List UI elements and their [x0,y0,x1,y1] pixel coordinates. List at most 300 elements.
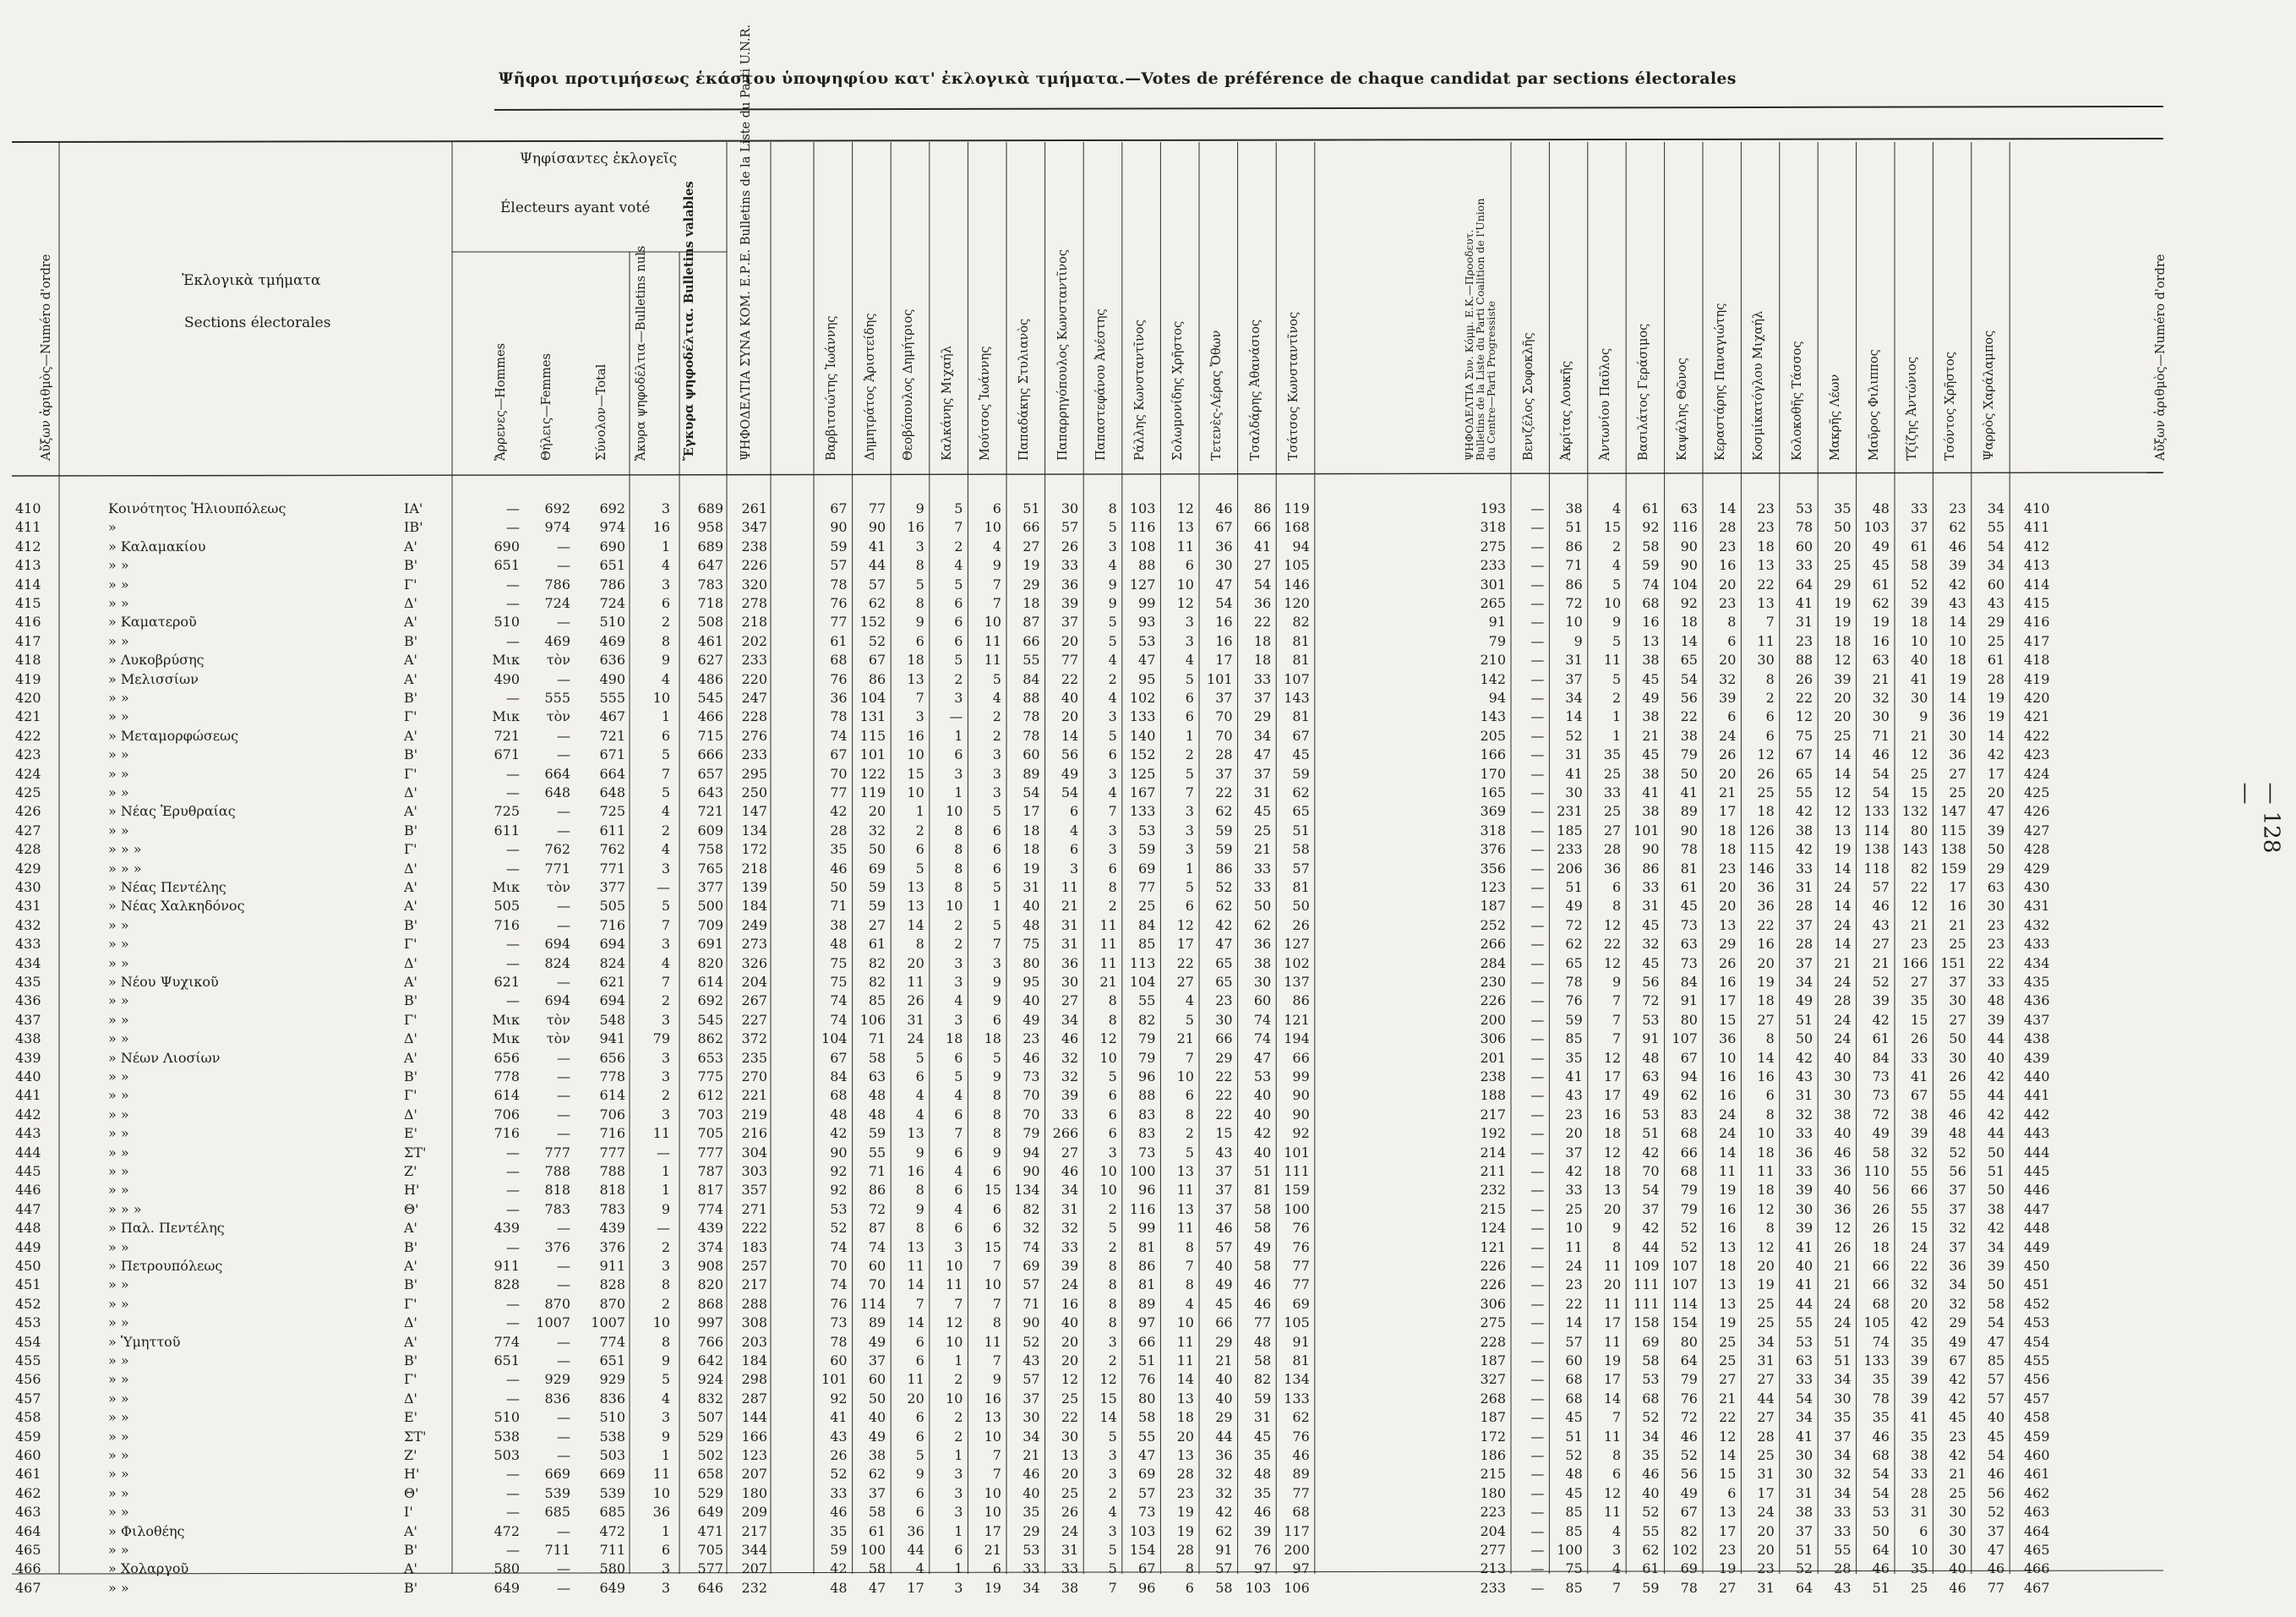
candidate-centre-votes: 63 [1795,1352,1813,1368]
ballots-null: 10 [652,1314,670,1331]
candidate-unr-votes: 1 [915,803,924,820]
candidate-unr-votes: 67 [1215,519,1233,536]
section-code: Α' [404,1333,417,1350]
candidate-centre-votes: 133 [1863,1352,1890,1368]
section-code: Γ' [404,1011,417,1028]
candidate-centre-votes: 12 [1757,1200,1775,1217]
candidate-centre-votes: 11 [1603,1333,1622,1350]
voters-women: 648 [544,784,570,800]
candidate-unr-votes: 25 [1138,898,1156,915]
voters-total: 692 [599,500,625,516]
candidate-centre-votes: 40 [1987,1409,2005,1426]
candidate-centre-votes: 43 [1834,1579,1852,1596]
candidate-unr-votes: 5 [954,652,963,669]
candidate-unr-votes: 13 [1176,1163,1194,1179]
candidate-centre-votes: 6 [1727,708,1737,725]
candidate-centre-votes: 21 [1834,1258,1852,1274]
candidate-centre-votes: 80 [1680,1011,1698,1028]
row-number-right: 449 [2024,1238,2050,1255]
candidate-centre-votes: 25 [1949,936,1966,953]
candidate-centre-votes: 35 [1834,1409,1852,1426]
candidate-unr-votes: 68 [830,652,848,669]
candidate-centre-votes: 24 [1834,1011,1852,1028]
candidate-unr-votes: 10 [1176,1068,1194,1084]
voters-men: 774 [494,1333,520,1350]
candidate-centre-votes: 62 [1872,595,1890,611]
candidate-centre-votes: 8 [1765,1030,1775,1047]
candidate-centre-votes: 84 [1680,974,1698,990]
candidate-centre-votes: 13 [1719,1295,1737,1312]
candidate-centre-header: Ἀκρίτας Λουκῆς [1560,360,1574,461]
candidate-unr-votes: 57 [830,557,848,574]
candidate-centre-votes: 17 [1719,992,1737,1009]
candidate-unr-header: Τσάτσος Κωνσταντῖνος [1287,311,1301,461]
ballots-valid: 703 [697,1106,723,1123]
candidate-centre-header: Βασιλάτος Γεράσιμος [1637,323,1651,461]
candidate-centre-votes: 66 [1872,1258,1890,1274]
ballots-null: 1 [661,538,670,554]
candidate-centre-votes: 20 [1757,1522,1775,1539]
ballots-valid: 868 [697,1295,723,1312]
ballots-null: 2 [661,822,670,839]
candidate-centre-votes: 20 [1719,652,1737,669]
candidate-centre-votes: 147 [1940,803,1966,820]
candidate-unr-votes: 1 [992,898,1001,915]
candidate-unr-votes: 34 [1023,1428,1040,1445]
row-number: 451 [15,1276,41,1293]
candidate-centre-votes: 19 [1834,595,1852,611]
candidate-centre-votes: 32 [1795,1106,1813,1123]
candidate-centre-votes: 24 [1565,1258,1583,1274]
candidate-unr-votes: 47 [1138,1447,1156,1463]
candidate-centre-votes: — [1530,1144,1545,1161]
candidate-centre-votes: 59 [1642,1579,1660,1596]
candidate-unr-votes: 89 [1292,1466,1310,1483]
candidate-centre-votes: 30 [1949,1522,1966,1539]
candidate-unr-votes: 73 [830,1314,848,1331]
candidate-centre-votes: 18 [1757,538,1775,554]
candidate-unr-votes: 52 [830,1466,848,1483]
row-number-right: 440 [2024,1068,2050,1084]
candidate-unr-votes: 1 [954,727,963,744]
candidate-unr-votes: 56 [1061,746,1079,763]
section-name: » » [108,1371,129,1388]
candidate-unr-votes: 48 [1253,1466,1272,1483]
candidate-unr-votes: 115 [859,727,886,744]
candidate-unr-votes: 57 [1023,1276,1040,1293]
candidate-centre-votes: 12 [1834,1220,1852,1237]
ballots-valid: 777 [697,1144,723,1161]
candidate-centre-votes: 58 [1642,538,1660,554]
candidate-unr-votes: 94 [1292,538,1310,554]
ballots-null: — [657,1220,670,1237]
candidate-unr-votes: 9 [915,1466,924,1483]
candidate-centre-votes: 48 [1949,1125,1966,1142]
row-number: 447 [15,1200,41,1217]
list-centre-votes: 142 [1480,670,1506,687]
voters-women: — [557,670,570,687]
candidate-unr-votes: 3 [1108,708,1117,725]
candidate-unr-votes: 8 [954,879,963,895]
candidate-unr-votes: 20 [1176,1428,1194,1445]
candidate-centre-votes: 67 [1680,1504,1698,1521]
candidate-unr-votes: 11 [946,1276,963,1293]
candidate-centre-votes: 53 [1642,1011,1660,1028]
candidate-centre-votes: 30 [1949,1504,1966,1521]
candidate-centre-votes: 23 [1565,1276,1583,1293]
candidate-centre-votes: 2 [1612,690,1622,706]
candidate-centre-votes: 20 [1565,1125,1583,1142]
candidate-unr-votes: 87 [868,1220,886,1237]
voters-total: 621 [599,974,625,990]
row-number-right: 437 [2024,1011,2050,1028]
candidate-centre-votes: 36 [1834,1163,1852,1179]
candidate-centre-votes: 39 [1795,1182,1813,1199]
candidate-unr-votes: 6 [992,1220,1001,1237]
row-number-right: 435 [2024,974,2050,990]
candidate-centre-votes: 36 [1834,1200,1852,1217]
voters-women: 711 [544,1542,570,1558]
section-name: » » [108,632,129,649]
candidate-unr-votes: 34 [1061,1182,1079,1199]
candidate-unr-votes: 23 [1023,1030,1040,1047]
voters-men: 510 [494,1409,520,1426]
candidate-unr-votes: 40 [1215,1258,1233,1274]
candidate-centre-votes: 20 [1719,879,1737,895]
candidate-centre-votes: 33 [1834,1522,1852,1539]
candidate-unr-votes: 2 [954,936,963,953]
candidate-centre-votes: 151 [1940,954,1966,971]
candidate-unr-votes: 4 [992,538,1001,554]
candidate-unr-votes: 25 [1253,822,1272,839]
candidate-unr-votes: 4 [915,1087,924,1104]
header-ordre: Αὔξων ἀριθμὸς—Numéro d'ordre [40,254,53,461]
voters-women: 783 [544,1200,570,1217]
candidate-unr-votes: 13 [1176,1447,1194,1463]
section-name: » » [108,1352,129,1368]
candidate-unr-votes: 32 [1061,1068,1079,1084]
candidate-unr-votes: 37 [868,1352,886,1368]
candidate-unr-votes: 57 [1215,1238,1233,1255]
candidate-unr-votes: 90 [868,519,886,536]
voters-men: — [506,1542,520,1558]
ballots-valid: 627 [697,652,723,669]
candidate-unr-votes: 50 [868,841,886,858]
candidate-centre-votes: 51 [1565,879,1583,895]
section-name: » » [108,557,129,574]
list-unr-votes: 184 [741,898,767,915]
candidate-centre-votes: 23 [1795,632,1813,649]
candidate-centre-votes: 16 [1603,1106,1622,1123]
ballots-valid: 508 [697,614,723,631]
candidate-unr-votes: 21 [1061,898,1079,915]
voters-women: 788 [544,1163,570,1179]
section-code: Α' [404,898,417,915]
row-number-right: 461 [2024,1466,2050,1483]
candidate-centre-votes: 24 [1719,1125,1737,1142]
candidate-centre-votes: 42 [1565,1163,1583,1179]
candidate-unr-votes: 58 [1138,1409,1156,1426]
ballots-valid: 705 [697,1542,723,1558]
ballots-valid: 658 [697,1466,723,1483]
candidate-centre-votes: 31 [1757,1579,1775,1596]
candidate-centre-votes: 68 [1642,1390,1660,1407]
candidate-unr-votes: 140 [1129,727,1156,744]
candidate-centre-votes: 65 [1680,652,1698,669]
candidate-unr-votes: 20 [868,803,886,820]
candidate-centre-votes: 24 [1834,974,1852,990]
candidate-unr-votes: 46 [1253,1504,1272,1521]
voters-total: 1007 [591,1314,625,1331]
candidate-centre-votes: — [1530,1182,1545,1199]
candidate-unr-votes: 66 [1215,1030,1233,1047]
voters-men: 503 [494,1447,520,1463]
candidate-centre-votes: 31 [1757,1352,1775,1368]
candidate-unr-votes: 120 [1284,595,1310,611]
candidate-unr-votes: 80 [1138,1390,1156,1407]
section-name: » » [108,1428,129,1445]
candidate-centre-votes: — [1530,916,1545,933]
candidate-centre-votes: 23 [1949,500,1966,516]
candidate-unr-votes: 1 [1185,727,1194,744]
candidate-centre-votes: 73 [1680,954,1698,971]
candidate-unr-votes: 28 [830,822,848,839]
candidate-unr-votes: 46 [830,860,848,877]
candidate-centre-votes: 25 [1949,784,1966,800]
candidate-centre-votes: 28 [1719,519,1737,536]
candidate-centre-votes: 78 [1680,1579,1698,1596]
candidate-centre-votes: 132 [1901,803,1928,820]
list-unr-votes: 308 [741,1314,767,1331]
candidate-centre-votes: 5 [1612,576,1622,593]
candidate-unr-votes: 2 [954,538,963,554]
candidate-centre-votes: 30 [1757,652,1775,669]
candidate-unr-votes: 81 [1138,1238,1156,1255]
candidate-unr-votes: 4 [1108,690,1117,706]
candidate-unr-votes: 24 [1061,1522,1079,1539]
candidate-centre-votes: 51 [1642,1125,1660,1142]
candidate-centre-votes: 61 [1911,538,1928,554]
voters-men: — [506,992,520,1009]
candidate-centre-votes: — [1530,670,1545,687]
candidate-centre-votes: 53 [1795,1333,1813,1350]
candidate-centre-votes: 38 [1642,652,1660,669]
voters-women: — [557,1522,570,1539]
candidate-unr-votes: 59 [868,898,886,915]
candidate-centre-votes: 105 [1863,1314,1890,1331]
candidate-centre-votes: 37 [1642,1200,1660,1217]
candidate-unr-votes: 48 [1253,1333,1272,1350]
candidate-unr-votes: 5 [1108,632,1117,649]
candidate-unr-votes: 39 [1061,1087,1079,1104]
voters-women: τὸν [546,652,570,669]
candidate-unr-votes: 3 [954,1579,963,1596]
candidate-centre-votes: — [1530,1542,1545,1558]
voters-women: — [557,803,570,820]
candidate-centre-votes: 49 [1642,1087,1660,1104]
candidate-unr-votes: 114 [859,1295,886,1312]
candidate-centre-votes: 37 [1795,916,1813,933]
voters-total: 656 [599,1049,625,1066]
header-sections-gr: Ἐκλογικὰ τμήματα [182,272,321,289]
list-unr-votes: 288 [741,1295,767,1312]
section-code: ΣΤ' [404,1428,427,1445]
ballots-null: 3 [661,936,670,953]
candidate-centre-votes: 54 [1642,1182,1660,1199]
candidate-centre-votes: — [1530,1390,1545,1407]
candidate-centre-votes: 10 [1911,632,1928,649]
voters-total: 538 [599,1428,625,1445]
ballots-null: 4 [661,841,670,858]
candidate-unr-votes: 51 [1253,1163,1272,1179]
ballots-valid: 649 [697,1504,723,1521]
voters-women: 870 [544,1295,570,1312]
voters-women: — [557,916,570,933]
voters-women: — [557,1049,570,1066]
candidate-centre-votes: 63 [1680,936,1698,953]
candidate-unr-votes: 76 [1292,1238,1310,1255]
candidate-centre-votes: 40 [1834,1125,1852,1142]
candidate-centre-votes: — [1530,1484,1545,1501]
candidate-unr-votes: 22 [1215,784,1233,800]
candidate-unr-votes: 58 [1253,1258,1272,1274]
list-unr-votes: 207 [741,1466,767,1483]
list-unr-votes: 273 [741,936,767,953]
candidate-centre-votes: 37 [1949,1200,1966,1217]
ballots-valid: 766 [697,1333,723,1350]
voters-total: 685 [599,1504,625,1521]
candidate-centre-votes: 46 [1872,1428,1890,1445]
candidate-centre-votes: 34 [1757,1333,1775,1350]
candidate-unr-votes: 77 [1292,1258,1310,1274]
candidate-centre-votes: — [1530,1466,1545,1483]
candidate-unr-votes: 2 [954,1428,963,1445]
candidate-unr-votes: 62 [1253,916,1272,933]
candidate-centre-votes: 6 [1765,708,1775,725]
row-number-right: 456 [2024,1371,2050,1388]
ballots-valid: 718 [697,595,723,611]
candidate-unr-votes: 2 [1108,1238,1117,1255]
page-title: Ψῆφοι προτιμήσεως ἑκάστου ὑποψηφίου κατ' ἐκλογικὰ τμήματα.—Votes de préférence de chaque candidat par sections électorales [499,69,1737,88]
candidate-centre-votes: 18 [1680,614,1698,631]
list-unr-votes: 271 [741,1200,767,1217]
candidate-centre-votes: — [1530,595,1545,611]
candidate-unr-votes: 3 [954,1504,963,1521]
candidate-centre-votes: 53 [1795,500,1813,516]
header-voters-fr: Électeurs ayant voté [500,199,651,216]
voters-women: 692 [544,500,570,516]
candidate-centre-votes: 55 [1911,1200,1928,1217]
candidate-centre-votes: 12 [1834,803,1852,820]
candidate-centre-votes: 20 [1757,954,1775,971]
candidate-unr-votes: 85 [1138,936,1156,953]
candidate-centre-votes: 15 [1719,1466,1737,1483]
candidate-unr-votes: 76 [1292,1220,1310,1237]
list-centre-votes: 172 [1480,1428,1506,1445]
candidate-unr-votes: 30 [1215,1011,1233,1028]
candidate-unr-votes: 54 [1023,784,1040,800]
candidate-centre-votes: 39 [1911,1125,1928,1142]
section-name: » » » [108,841,142,858]
candidate-unr-votes: 4 [1185,992,1194,1009]
header-list-unr: ΨΗΦΟΔΕΛΤΙΑ ΣΥΝΑ ΚΟΜ. Ε.Ρ.Ε. Bulletins de la Liste du Parti U.N.R. [739,24,753,461]
list-centre-votes: 187 [1480,898,1506,915]
candidate-centre-votes: 18 [1834,632,1852,649]
candidate-centre-votes: — [1530,1352,1545,1368]
voters-total: 974 [599,519,625,536]
candidate-unr-votes: 32 [1061,1049,1079,1066]
candidate-centre-votes: 54 [1680,670,1698,687]
ballots-valid: 545 [697,690,723,706]
candidate-centre-votes: 25 [1565,1200,1583,1217]
candidate-unr-votes: 59 [1215,822,1233,839]
candidate-unr-votes: 74 [1023,1238,1040,1255]
candidate-unr-votes: 59 [868,1125,886,1142]
candidate-centre-votes: 85 [1987,1352,2005,1368]
candidate-centre-votes: 39 [1911,1352,1928,1368]
candidate-unr-votes: 122 [859,765,886,782]
ballots-valid: 545 [697,1011,723,1028]
list-centre-votes: 124 [1480,1220,1506,1237]
candidate-unr-votes: 22 [1215,1087,1233,1104]
candidate-unr-votes: 40 [868,1409,886,1426]
candidate-centre-votes: 25 [1949,1484,1966,1501]
candidate-centre-votes: 12 [1719,1428,1737,1445]
ballots-valid: 439 [697,1220,723,1237]
candidate-unr-votes: 74 [830,1238,848,1255]
section-name: » » [108,1466,129,1483]
candidate-centre-votes: 49 [1642,690,1660,706]
candidate-unr-votes: 18 [946,1030,963,1047]
candidate-centre-votes: 46 [1872,746,1890,763]
list-centre-votes: 275 [1480,538,1506,554]
candidate-unr-votes: 6 [1185,1579,1194,1596]
row-number-right: 466 [2024,1560,2050,1577]
row-number: 431 [15,898,41,915]
candidate-unr-votes: 6 [954,1049,963,1066]
candidate-centre-votes: 43 [1987,595,2005,611]
candidate-unr-votes: 49 [1023,1011,1040,1028]
candidate-centre-votes: 18 [1757,992,1775,1009]
list-centre-votes: 226 [1480,992,1506,1009]
candidate-centre-votes: 15 [1719,1011,1737,1028]
candidate-unr-votes: 103 [1129,1522,1156,1539]
candidate-unr-votes: 19 [1176,1504,1194,1521]
candidate-unr-votes: 3 [954,765,963,782]
candidate-unr-votes: 49 [1253,1238,1272,1255]
candidate-unr-header: Τετενὲς-Λέρας Ὄθων [1210,330,1224,461]
candidate-centre-votes: 69 [1642,1333,1660,1350]
row-number-right: 410 [2024,500,2050,516]
voters-total: 611 [599,822,625,839]
candidate-unr-votes: 82 [868,974,886,990]
candidate-unr-votes: 134 [1014,1182,1040,1199]
candidate-unr-votes: 3 [1108,1144,1117,1161]
ballots-null: 1 [661,1163,670,1179]
candidate-centre-votes: 41 [1911,670,1928,687]
row-number: 410 [15,500,41,516]
candidate-centre-votes: 46 [1949,1579,1966,1596]
voters-total: 706 [599,1106,625,1123]
row-number: 459 [15,1428,41,1445]
voters-total: 503 [599,1447,625,1463]
row-number-right: 442 [2024,1106,2050,1123]
candidate-unr-votes: 59 [830,1542,848,1558]
candidate-centre-votes: 37 [1795,954,1813,971]
candidate-unr-votes: 99 [1138,1220,1156,1237]
section-code: Γ' [404,841,417,858]
candidate-centre-votes: 1 [1612,708,1622,725]
